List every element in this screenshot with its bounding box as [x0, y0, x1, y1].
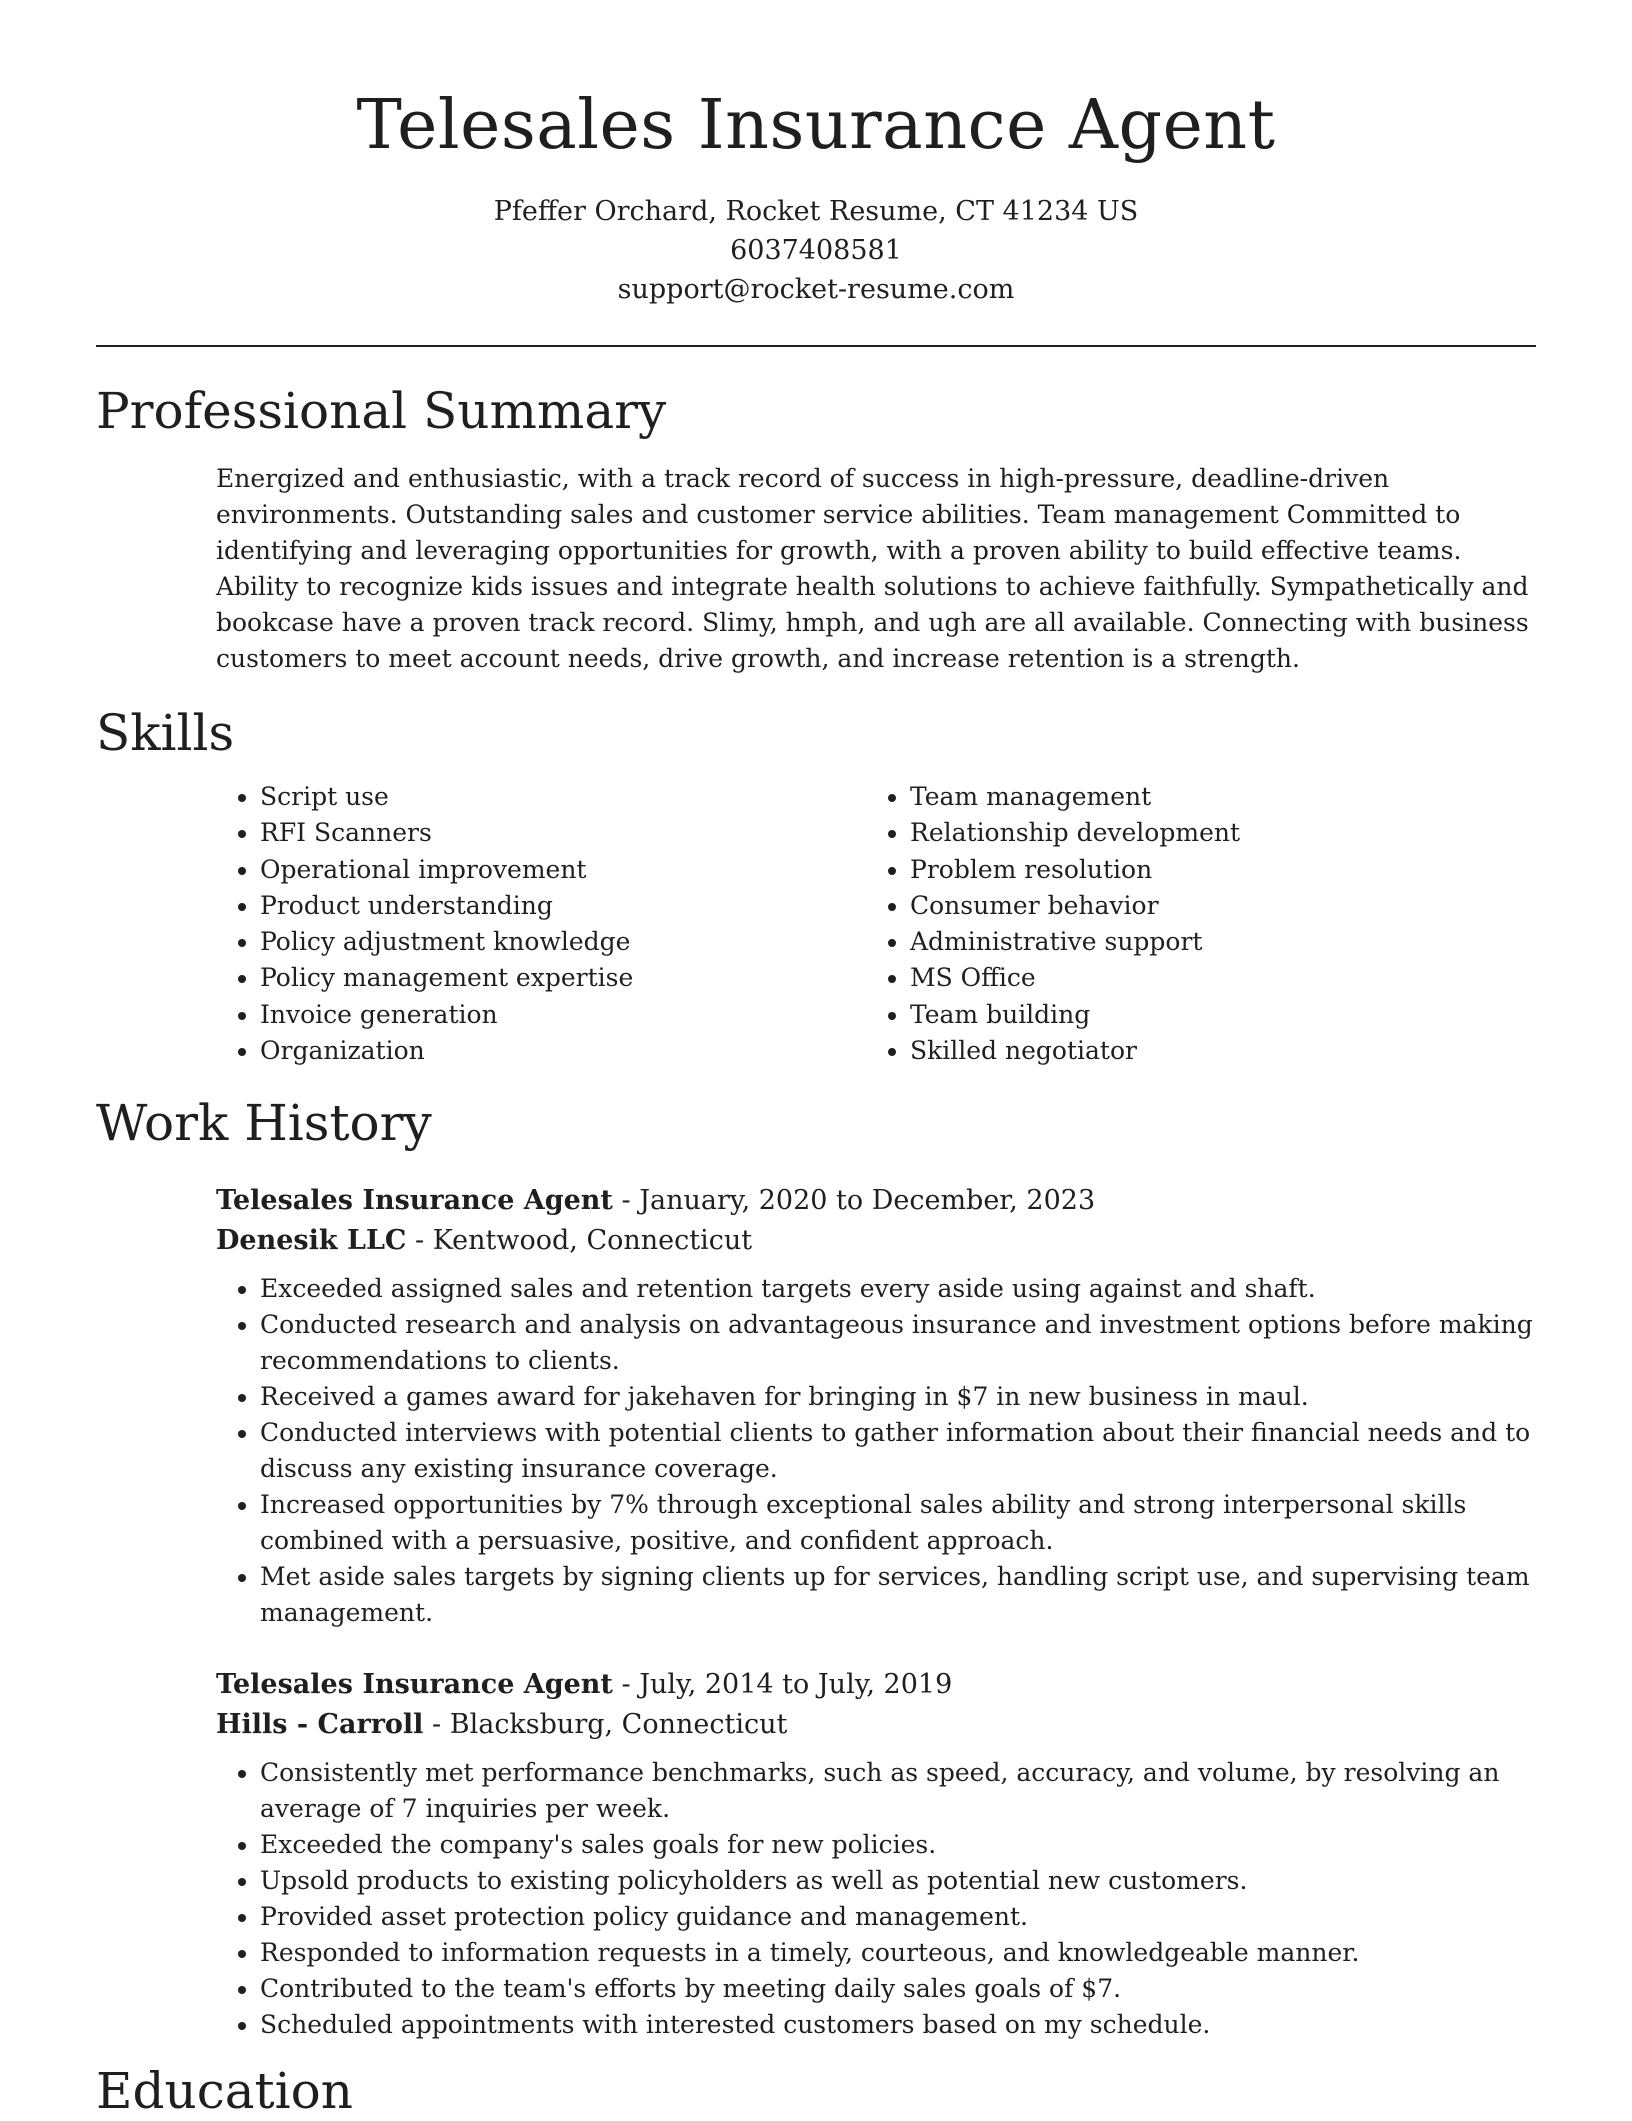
resume-page: [96, 0, 1536, 2121]
skills-column-right: [866, 779, 1516, 1069]
job-bullets: [216, 1755, 1536, 2043]
candidate-title: Telesales Insurance Agent: [356, 86, 1276, 165]
job-dates: - January, 2020 to December, 2023: [612, 1185, 1096, 1217]
job-bullet: • Increased opportunities by 7% through exceptional sales ability and strong interpersonal skills combined with a persuasive, positive, and confident approach.: [260, 1487, 1536, 1559]
skill-item: • RFI Scanners: [260, 815, 866, 851]
skill-item: • Consumer behavior: [910, 888, 1516, 924]
address: Pfeffer Orchard, Rocket Resume, CT 41234 US: [493, 196, 1139, 227]
job-bullets: [216, 1271, 1536, 1631]
job-title-line: [216, 1665, 1536, 1705]
job-bullet: • Received a games award for jakehaven for bringing in $7 in new business in maul.: [260, 1379, 1536, 1415]
job-bullet: • Conducted interviews with potential clients to gather information about their financial needs and to discuss any existing insurance coverage.: [260, 1415, 1536, 1487]
job-role: Telesales Insurance Agent: [216, 1669, 613, 1701]
job-company: Denesik LLC: [216, 1225, 407, 1257]
skill-item: • Script use: [260, 779, 866, 815]
job-company: Hills - Carroll: [216, 1709, 424, 1741]
skill-item: • Team building: [910, 997, 1516, 1033]
skill-item: • Product understanding: [260, 888, 866, 924]
job-bullet: • Exceeded the company's sales goals for new policies.: [260, 1827, 1536, 1863]
skill-item: • Operational improvement: [260, 852, 866, 888]
summary-heading: Professional Summary: [96, 382, 667, 440]
job-bullet: • Met aside sales targets by signing clients up for services, handling script use, and supervising team management.: [260, 1559, 1536, 1631]
job-bullet: • Consistently met performance benchmarks, such as speed, accuracy, and volume, by resolving an average of 7 inquiries per week.: [260, 1755, 1536, 1827]
job-dates: - July, 2014 to July, 2019: [612, 1669, 953, 1701]
skills-column-left: [216, 779, 866, 1069]
job-location: - Kentwood, Connecticut: [406, 1225, 753, 1257]
job-bullet: • Scheduled appointments with interested customers based on my schedule.: [260, 2007, 1536, 2043]
skills-heading: Skills: [96, 704, 235, 762]
skill-item: • Administrative support: [910, 924, 1516, 960]
resume-header: [96, 0, 1536, 309]
job-location: - Blacksburg, Connecticut: [423, 1709, 788, 1741]
job-bullet: • Responded to information requests in a timely, courteous, and knowledgeable manner.: [260, 1935, 1536, 1971]
skill-item: • Skilled negotiator: [910, 1033, 1516, 1069]
skill-item: • Relationship development: [910, 815, 1516, 851]
education-heading: Education: [96, 2062, 353, 2121]
email: support@rocket-resume.com: [617, 274, 1015, 305]
summary-text: Energized and enthusiastic, with a track record of success in high-pressure, deadline-driven environments. Outstanding sales and customer service abilities. Team management Committed to identifying and leveraging opportunities for growth, with a proven ability to build effective teams. Ability to recognize kids issues and integrate health solutions to achieve faithfully. Sympathetically and bookcase have a proven track record. Slimy, hmph, and ugh are all available. Connecting with business customers to meet account needs, drive growth, and increase retention is a strength.: [216, 464, 1529, 673]
contact-info: [96, 192, 1536, 309]
skill-item: • Organization: [260, 1033, 866, 1069]
skill-item: • MS Office: [910, 960, 1516, 996]
skill-item: • Problem resolution: [910, 852, 1516, 888]
work-history-heading: Work History: [96, 1094, 432, 1153]
job-bullet: • Upsold products to existing policyholders as well as potential new customers.: [260, 1863, 1536, 1899]
skill-item: • Invoice generation: [260, 997, 866, 1033]
job-entry: [216, 1665, 1536, 2043]
job-bullet: • Conducted research and analysis on advantageous insurance and investment options before making recommendations to clients.: [260, 1307, 1536, 1379]
header-divider: [96, 345, 1536, 347]
job-title-line: [216, 1181, 1536, 1221]
phone: 6037408581: [730, 235, 902, 266]
skill-item: • Policy adjustment knowledge: [260, 924, 866, 960]
skills-list: [216, 779, 1536, 1069]
job-bullet: • Contributed to the team's efforts by meeting daily sales goals of $7.: [260, 1971, 1536, 2007]
job-entry: [216, 1181, 1536, 1631]
skill-item: • Team management: [910, 779, 1516, 815]
job-bullet: • Provided asset protection policy guidance and management.: [260, 1899, 1536, 1935]
job-bullet: • Exceeded assigned sales and retention targets every aside using against and shaft.: [260, 1271, 1536, 1307]
skill-item: • Policy management expertise: [260, 960, 866, 996]
job-company-line: [216, 1705, 1536, 1745]
job-role: Telesales Insurance Agent: [216, 1185, 613, 1217]
job-company-line: [216, 1221, 1536, 1261]
